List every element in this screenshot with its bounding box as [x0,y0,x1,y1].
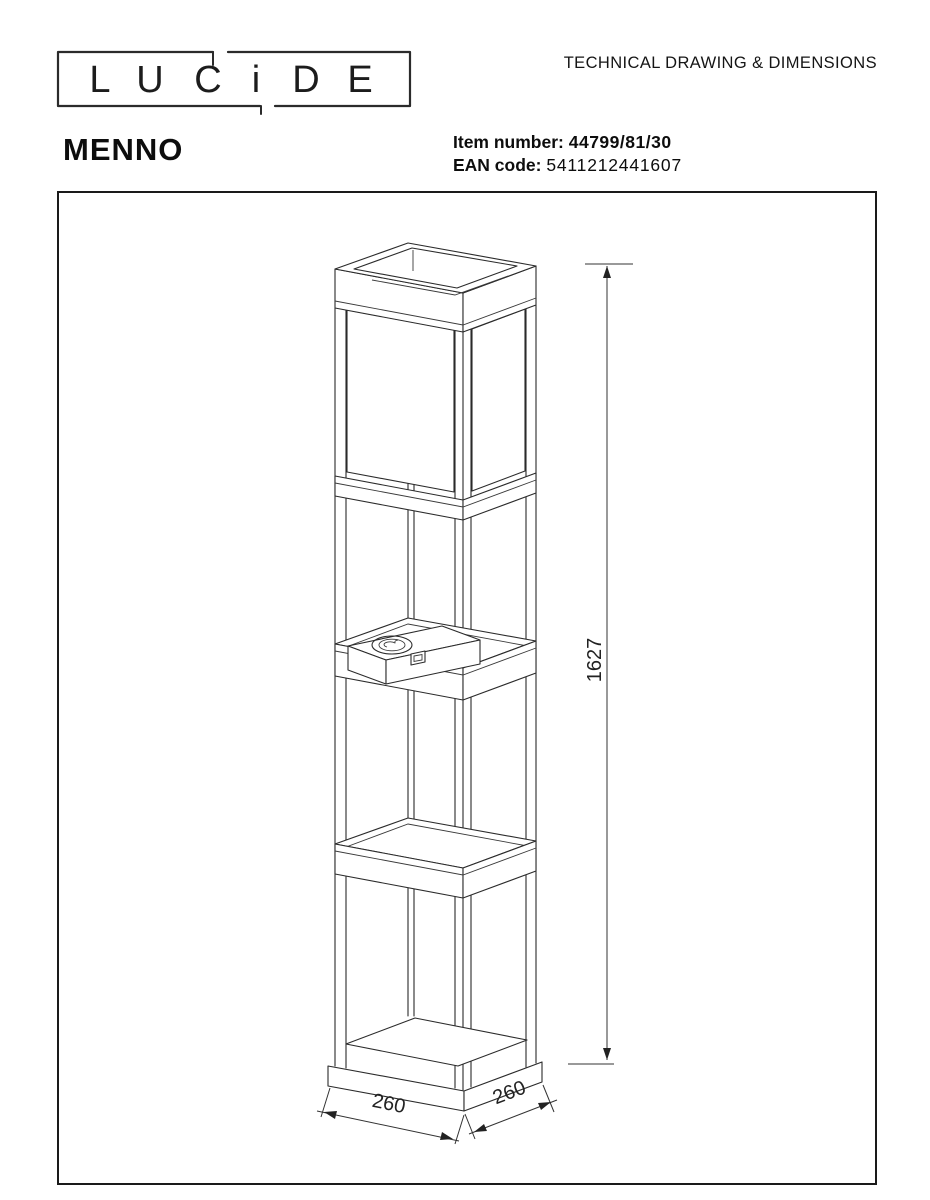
logo-letter: C [194,59,222,101]
item-number-value: 44799/81/30 [568,132,672,152]
ean-value: 5411212441607 [546,155,682,175]
dimension-width-label: 260 [370,1089,408,1119]
logo-letter: E [347,59,373,101]
lampshade [347,309,525,492]
back-post [408,470,414,1016]
logo-letter: i [251,59,261,101]
usb-port-icon [411,651,425,665]
height-dimension [568,264,633,1064]
ean-label: EAN code: [453,155,542,175]
product-name: MENNO [63,132,184,167]
dimension-height-label: 1627 [584,637,606,683]
logo-letter: U [136,59,164,101]
logo-letter: L [89,59,111,101]
item-number-label: Item number: [453,132,564,152]
page-title: TECHNICAL DRAWING & DIMENSIONS [563,54,877,72]
shelf-3 [335,818,536,898]
logo-letter: D [292,59,320,101]
shelf-lamp-drawing [328,243,542,1111]
dimension-depth-label: 260 [489,1076,529,1110]
